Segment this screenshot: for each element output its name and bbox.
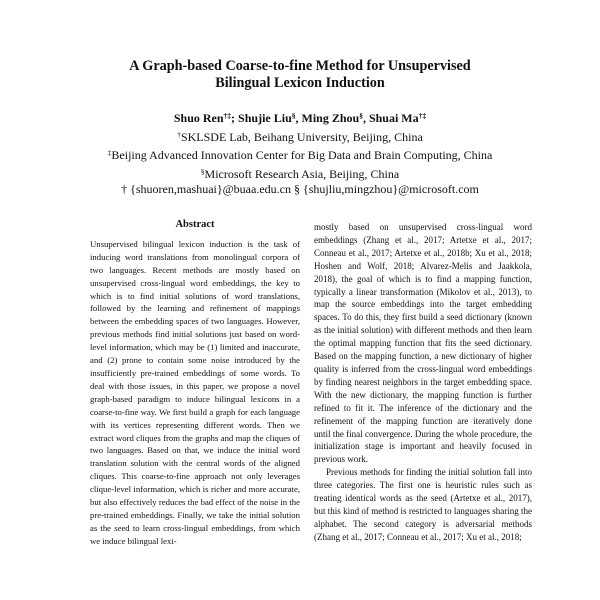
affiliation-3-text: Microsoft Research Asia, Beijing, China (204, 166, 400, 181)
affiliation-1-text: SKLSDE Lab, Beihang University, Beijing, China (180, 129, 423, 144)
body-paragraph-2: Previous methods for finding the initial solution fall into three categories. The first one is heuristic rules such as treating identical words as the seed (Artetxe et al., 2017), but this kind of method is restricted to languages sharing the alphabet. The second category is adversarial methods (Zhang et al., 2017; Conneau et al., 2017; Xu et al., 2018; (314, 467, 532, 542)
affiliation-1-mark: † (177, 129, 181, 139)
left-column (86, 221, 304, 548)
author-2-marks: § (291, 111, 296, 120)
abstract-heading: Abstract (175, 219, 215, 230)
author-names: Shuo Ren†‡; Shujie Liu§, Ming Zhou§, Shuai Ma†‡ (173, 111, 427, 125)
right-column (314, 221, 532, 544)
body-paragraph-1: mostly based on unsupervised cross-lingual word embeddings (Zhang et al., 2017; Artetxe et al., 2017; Conneau et al., 2017; Artetxe et al., 2018b; Xu et al., 2018; Hoshen and Wolf, 2018; Alvarez-Melis and Jaakkola, 2018), the goal of which is to find a mapping function, typically a linear transformation (Mikolov et al., 2013), to map the source embeddings into the target embedding spaces. To do this, they first build a seed dictionary (known as the initial solution) with different methods and then learn the optimal mapping function that fits the seed dictionary. Based on the mapping function, a new dictionary of higher quality is inferred from the cross-lingual word embeddings by finding nearest neighbors in the target embedding space. With the new dictionary, the mapping function is further refined to fit it. The inference of the dictionary and the refinement of the mapping function are iteratively done until the final convergence. During the whole procedure, the initialization stage is important and heavily focused in previous work. (314, 222, 532, 465)
affiliation-1 (40, 127, 560, 146)
affiliation-2 (40, 145, 560, 164)
abstract-text: Unsupervised bilingual lexicon induction is the task of inducing word translations from monolingual corpora of two languages. Recent methods are mostly based on unsupervised cross-lingual word embeddings, the key to which is to find initial solutions of word translations, followed by the learning and refinement of mappings between the embedding spaces of two languages. However, previous methods find initial solutions just based on word-level information, which may be (1) limited and inaccurate, and (2) prone to contain some noise introduced by the insufficiently pre-trained embeddings of some words. To deal with those issues, in this paper, we propose a novel graph-based paradigm to induce bilingual lexicons in a coarse-to-fine way. We first build a graph for each language with its vertices representing different words. Then we extract word cliques from the graphs and map the cliques of two languages. Based on that, we induce the initial word translation solution with the central words of the aligned cliques. This coarse-to-fine approach not only leverages clique-level information, which is richer and more accurate, but also effectively reduces the bad effect of the noise in the pre-trained embeddings. Finally, we take the initial solution as the seed to learn cross-lingual embeddings, from which we induce bilingual lexi- (90, 238, 300, 546)
author-3-marks: § (359, 111, 363, 120)
affiliation-3-mark: § (200, 166, 205, 176)
author-1: Shuo Ren (173, 111, 224, 125)
author-block (40, 108, 560, 198)
affiliation-2-mark: ‡ (107, 148, 112, 157)
email-line: † {shuoren,mashuai}@buaa.edu.cn § {shujliu,mingzhou}@microsoft.com (121, 182, 479, 196)
author-1-marks: †‡ (223, 111, 232, 120)
title-line-2: Bilingual Lexicon Induction (215, 75, 385, 91)
paper-title (60, 58, 540, 92)
author-3: Ming Zhou (301, 111, 360, 125)
author-4: Shuai Ma (368, 111, 419, 125)
author-2: Shujie Liu (238, 111, 292, 125)
title-line-1: A Graph-based Coarse-to-fine Method for Unsupervised (129, 58, 471, 74)
affiliation-2-text: Beijing Advanced Innovation Center for Big Data and Brain Computing, China (111, 148, 493, 162)
affiliation-3 (40, 164, 560, 183)
author-4-marks: †‡ (418, 111, 427, 120)
